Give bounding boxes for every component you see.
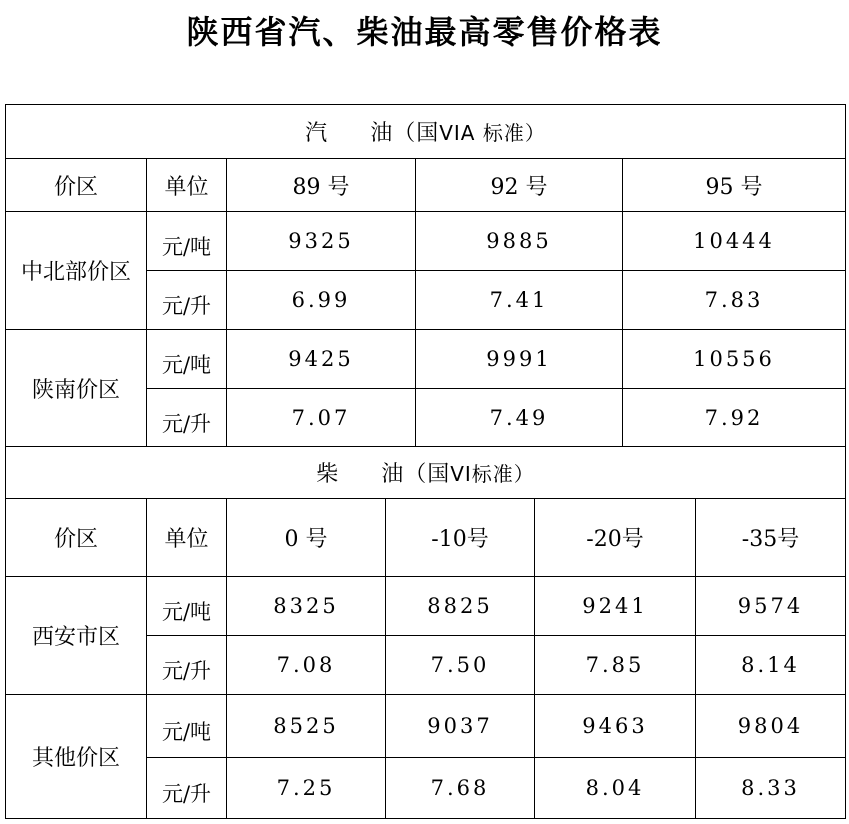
unit-label: 元/吨 bbox=[147, 695, 227, 758]
price-cell: 7.68 bbox=[386, 758, 535, 819]
page-title: 陕西省汽、柴油最高零售价格表 bbox=[186, 13, 663, 51]
price-cell: 9425 bbox=[227, 330, 416, 389]
price-cell: 7.08 bbox=[227, 636, 386, 695]
table-row bbox=[6, 577, 846, 636]
region-name: 中北部价区 bbox=[6, 212, 147, 330]
gasoline-header-unit: 单位 bbox=[147, 159, 227, 212]
price-cell: 7.49 bbox=[416, 389, 623, 447]
gasoline-grade-89: 89 号 bbox=[227, 159, 416, 212]
diesel-section-header bbox=[6, 447, 846, 499]
gasoline-section-row bbox=[6, 105, 846, 159]
gasoline-section-oil: 油（国 bbox=[370, 121, 440, 146]
price-cell: 9991 bbox=[416, 330, 623, 389]
gasoline-header-row bbox=[6, 159, 846, 212]
price-cell: 10444 bbox=[623, 212, 846, 271]
price-cell: 7.07 bbox=[227, 389, 416, 447]
price-cell: 8.33 bbox=[696, 758, 846, 819]
price-cell: 8.14 bbox=[696, 636, 846, 695]
price-cell: 8.04 bbox=[535, 758, 696, 819]
gasoline-section-prefix: 汽 bbox=[305, 121, 329, 146]
unit-label: 元/升 bbox=[147, 389, 227, 447]
price-cell: 9463 bbox=[535, 695, 696, 758]
gasoline-section-header bbox=[6, 105, 846, 159]
diesel-grade-minus20: -20号 bbox=[535, 499, 696, 577]
unit-label: 元/升 bbox=[147, 636, 227, 695]
diesel-grade-minus10: -10号 bbox=[386, 499, 535, 577]
unit-label: 元/吨 bbox=[147, 212, 227, 271]
price-cell: 7.92 bbox=[623, 389, 846, 447]
gasoline-grade-95: 95 号 bbox=[623, 159, 846, 212]
table-row bbox=[6, 330, 846, 389]
price-cell: 8325 bbox=[227, 577, 386, 636]
diesel-header-unit: 单位 bbox=[147, 499, 227, 577]
gasoline-header-region: 价区 bbox=[6, 159, 147, 212]
unit-label: 元/升 bbox=[147, 758, 227, 819]
gasoline-grade-92: 92 号 bbox=[416, 159, 623, 212]
price-cell: 7.25 bbox=[227, 758, 386, 819]
diesel-section-standard: VI标准） bbox=[450, 462, 535, 486]
unit-label: 元/升 bbox=[147, 271, 227, 330]
price-table bbox=[5, 104, 846, 819]
price-cell: 9325 bbox=[227, 212, 416, 271]
region-name: 陕南价区 bbox=[6, 330, 147, 447]
diesel-section-row bbox=[6, 447, 846, 499]
gasoline-section-standard: VIA 标准） bbox=[439, 121, 546, 145]
price-cell: 9241 bbox=[535, 577, 696, 636]
table-row bbox=[6, 212, 846, 271]
diesel-header-region: 价区 bbox=[6, 499, 147, 577]
unit-label: 元/吨 bbox=[147, 330, 227, 389]
diesel-grade-minus35: -35号 bbox=[696, 499, 846, 577]
price-cell: 9574 bbox=[696, 577, 846, 636]
diesel-grade-0: 0 号 bbox=[227, 499, 386, 577]
price-cell: 7.41 bbox=[416, 271, 623, 330]
region-name: 其他价区 bbox=[6, 695, 147, 819]
diesel-header-row bbox=[6, 499, 846, 577]
price-cell: 8825 bbox=[386, 577, 535, 636]
price-cell: 7.50 bbox=[386, 636, 535, 695]
price-cell: 7.83 bbox=[623, 271, 846, 330]
price-cell: 8525 bbox=[227, 695, 386, 758]
unit-label: 元/吨 bbox=[147, 577, 227, 636]
diesel-section-oil: 油（国 bbox=[381, 462, 451, 487]
price-cell: 7.85 bbox=[535, 636, 696, 695]
price-cell: 6.99 bbox=[227, 271, 416, 330]
price-cell: 10556 bbox=[623, 330, 846, 389]
price-cell: 9885 bbox=[416, 212, 623, 271]
price-cell: 9037 bbox=[386, 695, 535, 758]
price-cell: 9804 bbox=[696, 695, 846, 758]
diesel-section-prefix: 柴 bbox=[316, 462, 340, 487]
region-name: 西安市区 bbox=[6, 577, 147, 695]
table-row bbox=[6, 695, 846, 758]
